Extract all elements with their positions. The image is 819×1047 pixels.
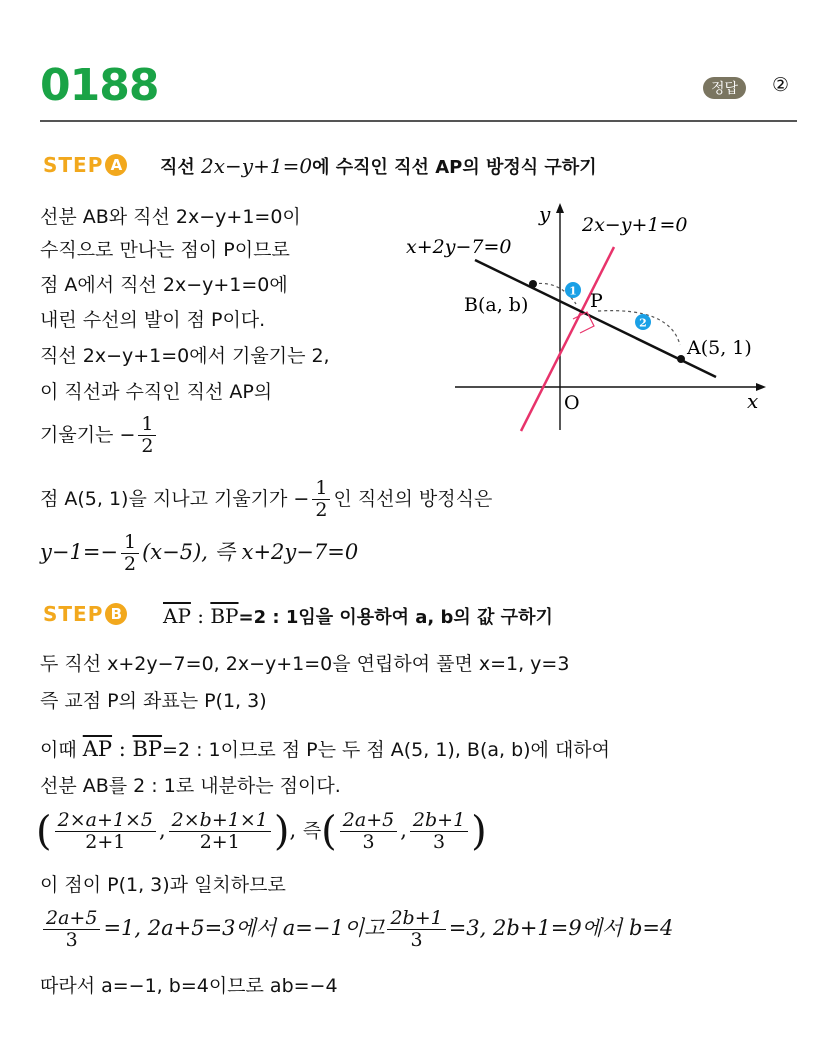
fraction-y-simplified: $\frac{2b+1}{3}$ (410, 810, 468, 853)
fraction-half: $\frac{1}{2}$ (121, 532, 139, 575)
answer-value: ② (772, 74, 790, 96)
y-axis-arrow (556, 203, 564, 213)
point-p-label: P (590, 290, 603, 312)
segment-bp: $\overline{BP}$ (132, 737, 163, 761)
fraction-x-simplified: $\frac{2a+5}{3}$ (340, 810, 397, 853)
step-b-line-4: 선분 AB를 2 : 1로 내분하는 점이다. (40, 775, 341, 797)
step-b-tag (43, 602, 127, 626)
origin-label: O (564, 392, 580, 414)
step-a-title-pre: 직선 (160, 157, 202, 178)
answer-badge: 정답 (703, 77, 746, 99)
step-a-title-eq: 2x−y+1=0 (201, 154, 313, 178)
step-a-line-6: 이 직선과 수직인 직선 AP의 (40, 381, 273, 403)
line2-label: x+2y−7=0 (406, 236, 512, 258)
step-a-label: STEP (43, 153, 104, 177)
step-b-line-2: 즉 교점 P의 좌표는 P(1, 3) (40, 690, 267, 712)
step-a-line-5: 직선 2x−y+1=0에서 기울기는 2, (40, 345, 330, 367)
step-a-through-line: 점 A(5, 1)을 지나고 기울기가 − $\frac{1}{2}$ 인 직선의 방정식은 (40, 477, 493, 521)
marker-1-label: 1 (569, 284, 577, 298)
step-b-line-3: 이때 $\overline{AP}$ : $\overline{BP}=2$ : 1이므로 점 P는 두 점 A(5, 1), B(a, b)에 대하여 (40, 737, 611, 761)
header-divider (40, 120, 797, 122)
step-a-line-4: 내린 수선의 발이 점 P이다. (40, 309, 266, 331)
step-a-equation-line: y−1=− $\frac{1}{2}$ (x−5), 즉 x+2y−7=0 (40, 531, 359, 575)
step-a-line-2: 수직으로 만나는 점이 P이므로 (40, 239, 290, 261)
segment-bp: $\overline{BP}$ (210, 604, 239, 628)
problem-number: 0188 (40, 60, 159, 111)
fraction-b-equation: $\frac{2b+1}{3}$ (387, 908, 445, 951)
step-b-title: $\overline{AP}$ : $\overline{BP}=2$ : 1임을 이용하여 a, b의 값 구하기 (163, 604, 553, 628)
fraction-x-coordinate: $\frac{2\times a+1\times 5}{2+1}$ (55, 810, 156, 853)
marker-2-label: 2 (639, 316, 647, 330)
step-a-title (160, 153, 597, 179)
fraction-a-equation: $\frac{2a+5}{3}$ (43, 908, 100, 951)
step-b-coordinate-line: ( $\frac{2\times a+1\times 5}{2+1}$ , $\frac{2\times b+1\times 1}{2+1}$ ), 즉( $\frac{2a+5}{3}$ , $\frac{2b+1}{3}$ ) (36, 808, 487, 855)
segment-ap: $\overline{AP}$ (163, 604, 191, 628)
step-b-line-1: 두 직선 x+2y−7=0, 2x−y+1=0을 연립하여 풀면 x=1, y=3 (40, 653, 570, 675)
fraction-half: $\frac{1}{2}$ (138, 414, 156, 457)
step-a-line-3: 점 A에서 직선 2x−y+1=0에 (40, 274, 288, 296)
segment-ap: $\overline{AP}$ (82, 737, 113, 761)
step-b-line-6: 이 점이 P(1, 3)과 일치하므로 (40, 874, 286, 896)
y-axis-label: y (539, 202, 551, 226)
step-a-title-post: 에 수직인 직선 AP의 방정식 구하기 (312, 157, 597, 178)
step-a-tag (43, 153, 127, 177)
step-b-solve-line: $\frac{2a+5}{3}$ =1, 2a+5=3에서 a=−1이고 $\frac{2b+1}{3}$ =3, 2b+1=9에서 b=4 (40, 908, 673, 951)
fraction-half: $\frac{1}{2}$ (312, 478, 330, 521)
point-a-dot (677, 355, 685, 363)
fraction-y-coordinate: $\frac{2\times b+1\times 1}{2+1}$ (169, 810, 271, 853)
step-b-letter-badge: B (105, 603, 127, 625)
step-a-line-1: 선분 AB와 직선 2x−y+1=0이 (40, 206, 301, 228)
x-axis-label: x (747, 389, 759, 413)
coordinate-graph (400, 195, 780, 440)
point-b-label: B(a, b) (464, 294, 529, 316)
step-b-title-post: =2 : 1임을 이용하여 a, b의 값 구하기 (238, 607, 553, 628)
point-a-label: A(5, 1) (687, 337, 752, 359)
step-b-label: STEP (43, 602, 104, 626)
point-b-dot (529, 280, 537, 288)
line1-label: 2x−y+1=0 (582, 214, 688, 236)
step-a-letter-badge: A (105, 154, 127, 176)
step-a-slope-line: 기울기는 − $\frac{1}{2}$ (40, 414, 159, 457)
step-b-conclusion: 따라서 a=−1, b=4이므로 ab=−4 (40, 975, 338, 997)
